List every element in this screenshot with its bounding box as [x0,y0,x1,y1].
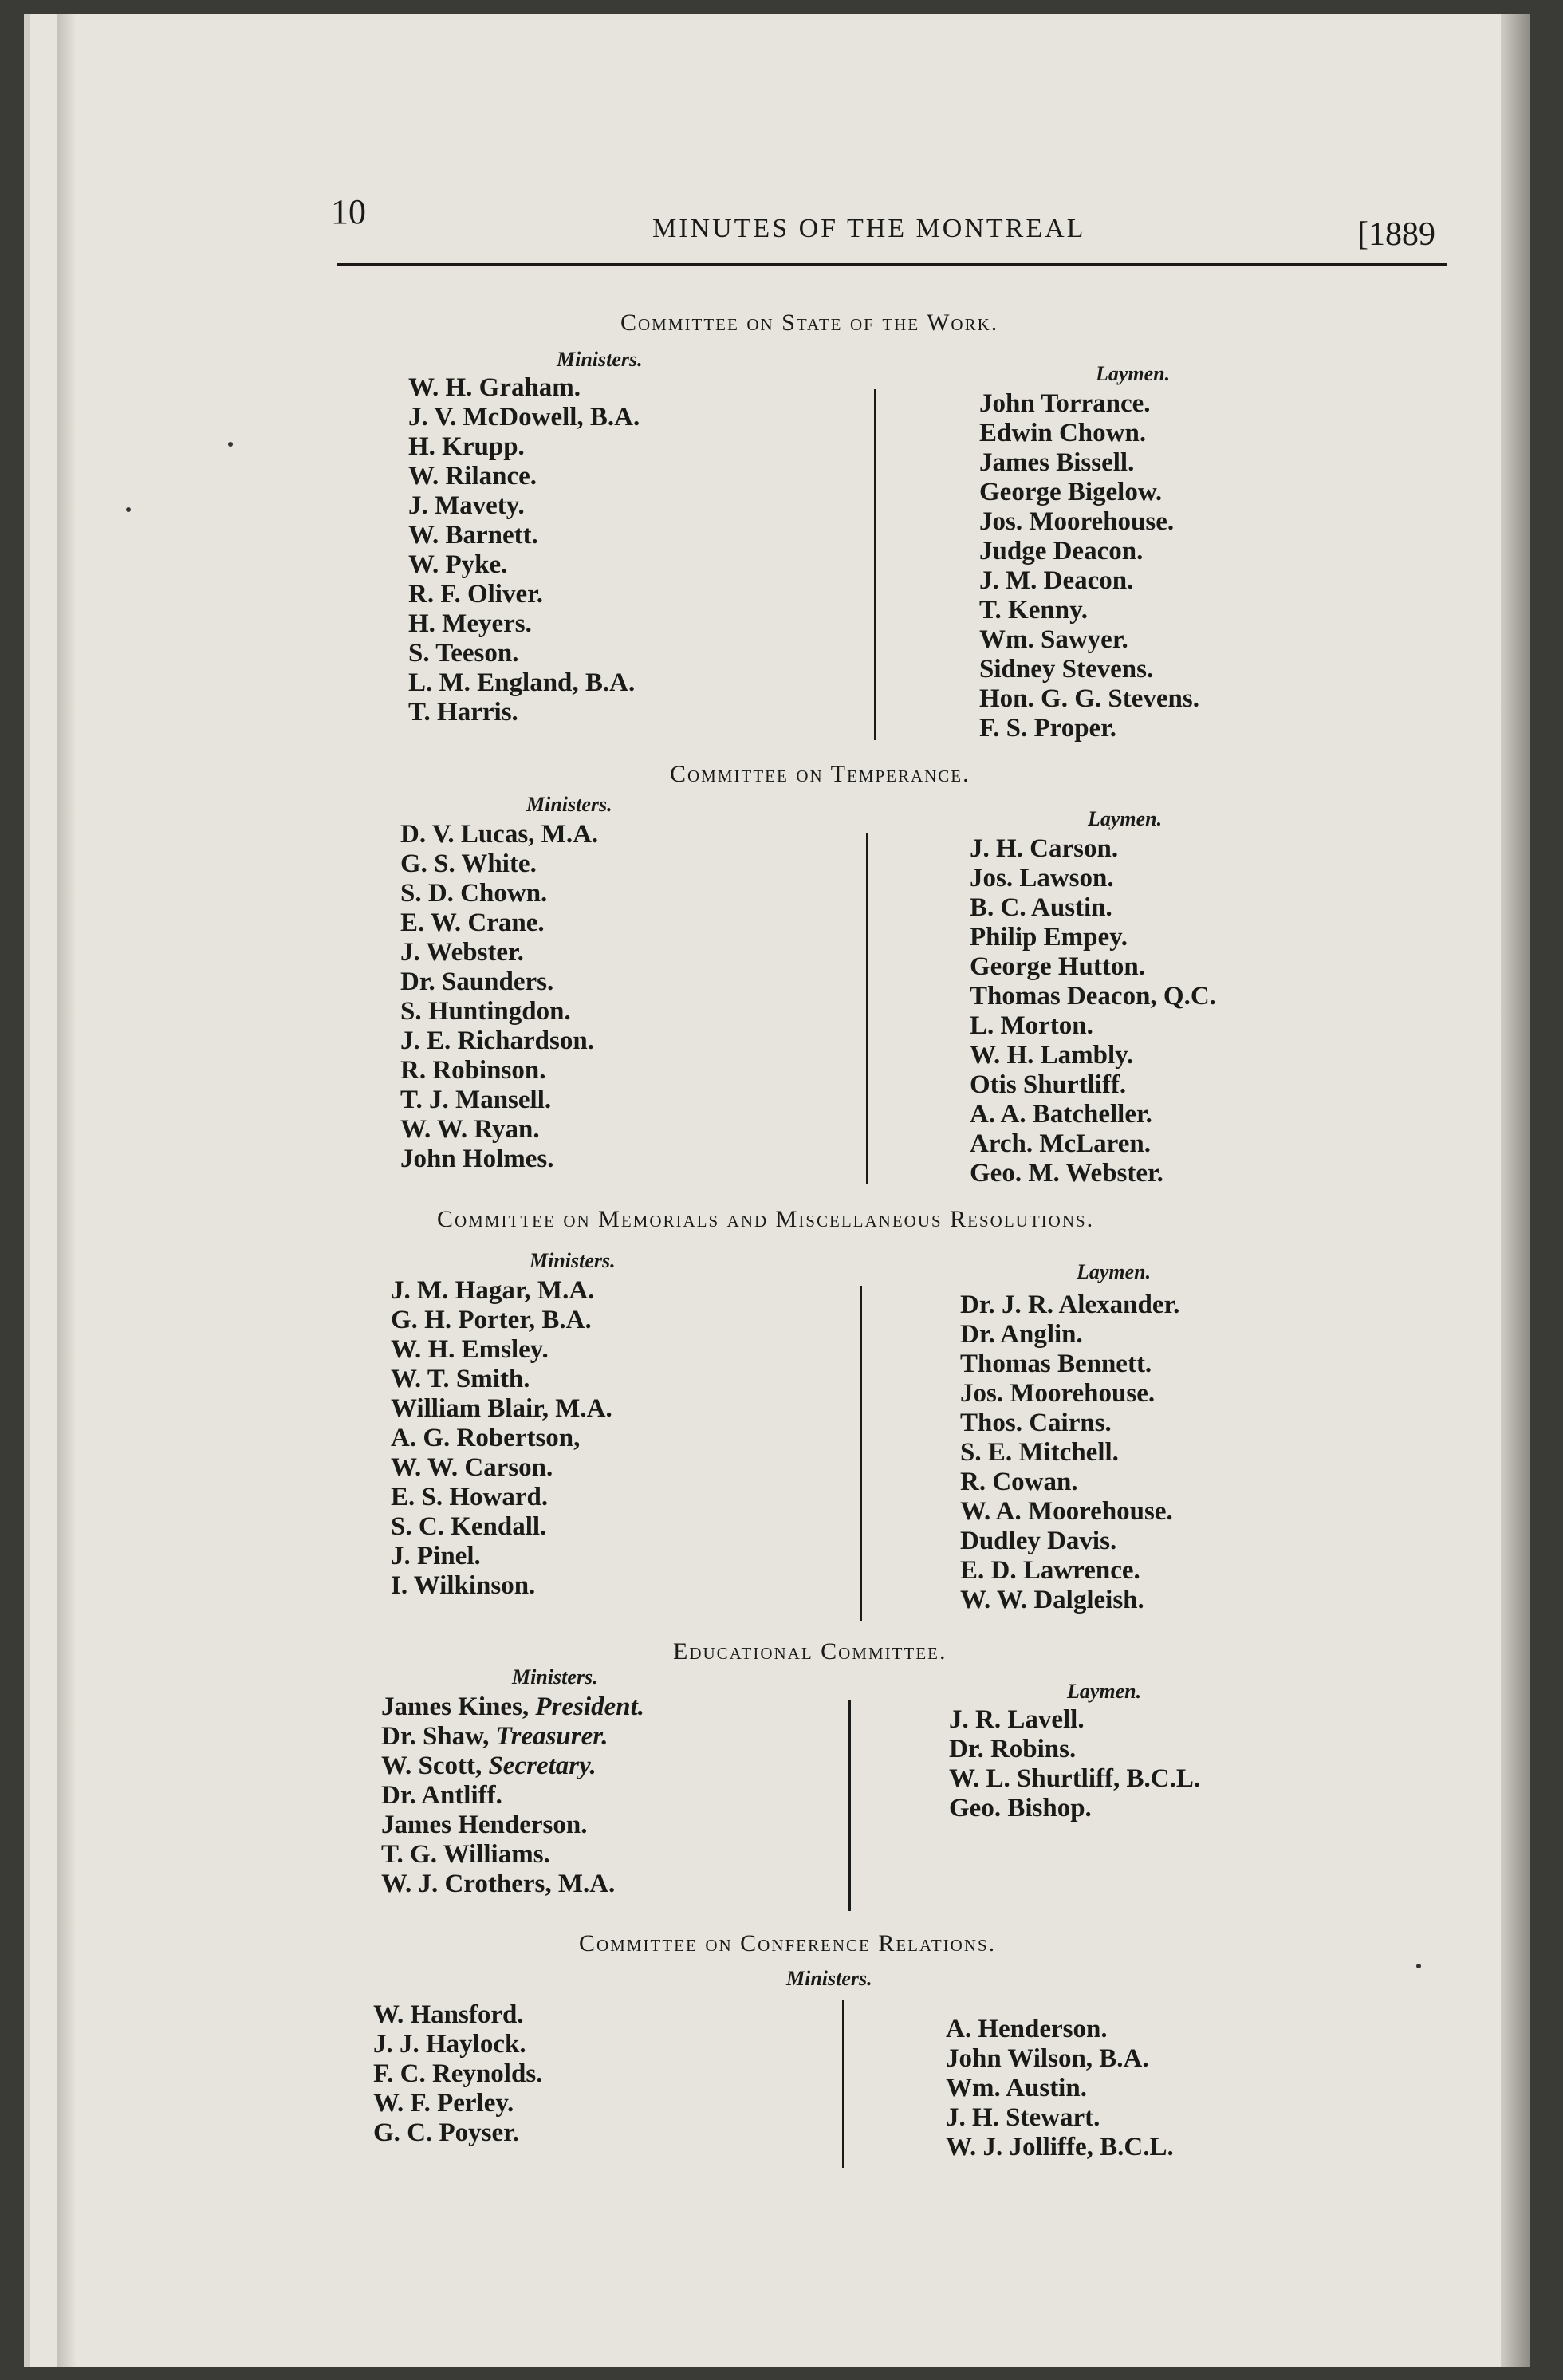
list-item: Sidney Stevens. [979,655,1154,684]
list-item: W. Rilance. [408,462,537,491]
list-item: S. Huntingdon. [400,997,571,1026]
list-item: R. Robinson. [400,1056,546,1085]
list-item: W. Pyke. [408,550,508,579]
list-item: Dudley Davis. [960,1527,1117,1555]
list-item: W. Hansford. [373,2000,524,2029]
list-item: Dr. Anglin. [960,1320,1083,1349]
list-item: W. L. Shurtliff, B.C.L. [949,1764,1201,1793]
list-item: L. Morton. [970,1011,1093,1040]
list-item: Philip Empey. [970,923,1128,952]
list-item: R. F. Oliver. [408,580,543,609]
page-gutter [57,14,77,2367]
ministers-label: Ministers. [530,1249,616,1272]
column-divider [866,833,868,1184]
list-item: G. C. Poyser. [373,2118,520,2147]
ministers-list-left [373,2000,542,2148]
list-item: Thos. Cairns. [960,1409,1112,1437]
list-item: S. C. Kendall. [391,1512,547,1541]
list-item: W. Barnett. [408,521,538,550]
list-item: Dr. Saunders. [400,967,554,996]
list-item: W. J. Jolliffe, B.C.L. [946,2133,1174,2161]
list-item: S. Teeson. [408,639,519,668]
list-item: T. Kenny. [979,596,1089,625]
section-title-educational: Educational Committee. [673,1638,947,1665]
scan-speck [126,507,131,512]
list-item: J. H. Stewart. [946,2103,1100,2132]
list-item: A. G. Robertson, [391,1424,581,1452]
list-item: W. H. Emsley. [391,1335,549,1364]
list-item: J. Pinel. [391,1542,481,1570]
list-item: W. W. Dalgleish. [960,1586,1144,1614]
laymen-list [960,1290,1179,1615]
list-item: J. H. Carson. [970,834,1119,863]
list-item: Dr. Shaw, Treasurer. [381,1722,608,1751]
list-item: Jos. Moorehouse. [979,507,1175,536]
page-number: 10 [331,192,366,231]
list-item: G. S. White. [400,849,537,878]
laymen-list [949,1705,1200,1823]
list-item: J. Webster. [400,938,524,967]
list-item: G. H. Porter, B.A. [391,1306,592,1334]
list-item: F. S. Proper. [979,714,1117,743]
running-year: [1889 [1357,216,1435,253]
ministers-list [408,373,640,727]
list-item: Dr. Robins. [949,1735,1077,1763]
ministers-list [381,1692,644,1899]
list-item: T. G. Williams. [381,1840,550,1869]
list-item: George Bigelow. [979,478,1163,506]
list-item: E. S. Howard. [391,1483,549,1511]
laymen-label: Laymen. [1067,1680,1142,1703]
list-item: W. W. Ryan. [400,1115,540,1144]
column-divider [874,389,876,740]
list-item: W. H. Lambly. [970,1041,1134,1070]
list-item: W. T. Smith. [391,1365,530,1393]
ministers-label: Ministers. [786,1967,872,1990]
running-head: MINUTES OF THE MONTREAL [652,214,1086,243]
scan-speck [228,442,233,447]
list-item: H. Meyers. [408,609,532,638]
list-item: S. E. Mitchell. [960,1438,1119,1467]
list-item: J. M. Deacon. [979,566,1134,595]
scan-speck [1416,1964,1421,1968]
section-title-conference-relations: Committee on Conference Relations. [579,1930,997,1956]
list-item: James Kines, President. [381,1692,644,1721]
list-item: T. Harris. [408,698,518,727]
list-item: Wm. Austin. [946,2074,1087,2102]
list-item: H. Krupp. [408,432,525,461]
column-divider [860,1286,862,1621]
list-item: Geo. M. Webster. [970,1159,1163,1188]
ministers-list [391,1276,612,1601]
list-item: John Wilson, B.A. [946,2044,1149,2073]
list-item: B. C. Austin. [970,893,1112,922]
list-item: James Bissell. [979,448,1135,477]
list-item: Geo. Bishop. [949,1794,1092,1822]
header-rule [337,263,1447,266]
list-item: Edwin Chown. [979,419,1147,447]
list-item: Thomas Deacon, Q.C. [970,982,1216,1011]
list-item: T. J. Mansell. [400,1086,552,1114]
list-item: J. R. Lavell. [949,1705,1085,1734]
column-divider [842,2000,844,2168]
page-fold-shadow [1501,14,1530,2367]
section-title-memorials: Committee on Memorials and Miscellaneous Resolutions. [437,1206,1095,1232]
list-item: F. C. Reynolds. [373,2059,543,2088]
list-item: George Hutton. [970,952,1145,981]
list-item: S. D. Chown. [400,879,548,908]
laymen-label: Laymen. [1096,362,1171,385]
ministers-label: Ministers. [557,348,643,371]
ministers-list-right [946,2015,1174,2162]
list-item: Jos. Lawson. [970,864,1114,892]
list-item: John Torrance. [979,389,1151,418]
list-item: Jos. Moorehouse. [960,1379,1156,1408]
list-item: W. F. Perley. [373,2089,514,2118]
list-item: I. Wilkinson. [391,1571,536,1600]
list-item: E. D. Lawrence. [960,1556,1140,1585]
laymen-list [979,389,1199,743]
list-item: E. W. Crane. [400,908,545,937]
ministers-label: Ministers. [512,1665,598,1688]
column-divider [848,1700,851,1911]
list-item: Otis Shurtliff. [970,1070,1127,1099]
list-item: Dr. Antliff. [381,1781,502,1810]
list-item: William Blair, M.A. [391,1394,612,1423]
list-item: W. A. Moorehouse. [960,1497,1173,1526]
list-item: W. Scott, Secretary. [381,1752,596,1780]
book-page [24,14,1530,2367]
list-item: J. J. Haylock. [373,2030,526,2059]
list-item: J. V. McDowell, B.A. [408,403,640,431]
list-item: Arch. McLaren. [970,1129,1151,1158]
ministers-list [400,820,598,1174]
list-item: J. Mavety. [408,491,525,520]
list-item: R. Cowan. [960,1468,1078,1496]
list-item: Hon. G. G. Stevens. [979,684,1199,713]
list-item: A. Henderson. [946,2015,1108,2043]
section-title-state-of-work: Committee on State of the Work. [620,309,999,336]
ministers-label: Ministers. [526,793,612,816]
list-item: James Henderson. [381,1811,588,1839]
list-item: Dr. J. R. Alexander. [960,1290,1180,1319]
list-item: Thomas Bennett. [960,1350,1152,1378]
list-item: Wm. Sawyer. [979,625,1128,654]
list-item: W. W. Carson. [391,1453,553,1482]
list-item: L. M. England, B.A. [408,668,636,697]
list-item: D. V. Lucas, M.A. [400,820,599,849]
list-item: John Holmes. [400,1145,554,1173]
list-item: W. J. Crothers, M.A. [381,1870,616,1898]
list-item: A. A. Batcheller. [970,1100,1152,1129]
laymen-list [970,834,1216,1188]
section-title-temperance: Committee on Temperance. [670,761,970,787]
laymen-label: Laymen. [1077,1260,1152,1283]
list-item: J. E. Richardson. [400,1026,594,1055]
list-item: Judge Deacon. [979,537,1144,565]
list-item: J. M. Hagar, M.A. [391,1276,595,1305]
laymen-label: Laymen. [1088,807,1163,830]
list-item: W. H. Graham. [408,373,581,402]
